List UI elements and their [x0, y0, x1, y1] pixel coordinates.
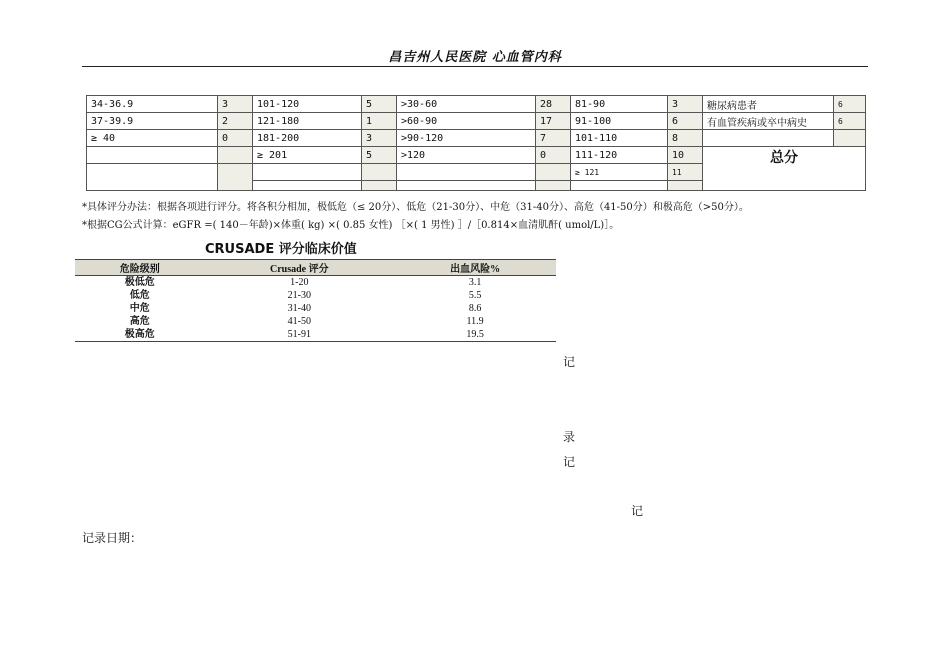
table-cell	[87, 164, 218, 191]
side-label: 记	[563, 455, 576, 469]
table-cell: 101-120	[253, 96, 362, 113]
table-cell: ≥ 40	[87, 130, 218, 147]
table-cell: 有血管疾病或卒中病史	[703, 113, 834, 130]
table-row	[75, 289, 556, 302]
table-cell: 3	[362, 130, 397, 147]
table-cell: 111-120	[571, 147, 668, 164]
table-cell: 5	[362, 96, 397, 113]
table-row	[75, 276, 556, 290]
formula-note: *根据CG公式计算：eGFR =( 140－年龄)×体重( kg) ×( 0.85 女性) ［×( 1 男性) ］/［0.814×血清肌酐( umol/L)］。	[82, 220, 620, 231]
table-cell: 121-180	[253, 113, 362, 130]
table-cell: 6	[834, 113, 866, 130]
crusade-score: 41-50	[287, 315, 311, 327]
table-cell: 10	[668, 147, 703, 164]
risk-level: 极低危	[124, 276, 155, 288]
table-row	[87, 96, 866, 113]
table-cell	[362, 164, 397, 181]
side-label: 记	[563, 355, 576, 369]
table-cell	[87, 147, 218, 164]
risk-level: 低危	[129, 289, 150, 301]
risk-level: 高危	[129, 315, 150, 327]
table-cell	[253, 164, 362, 181]
table-row	[75, 328, 556, 342]
table-cell	[703, 130, 834, 147]
table-cell: >60-90	[397, 113, 536, 130]
table-cell: 101-110	[571, 130, 668, 147]
scoring-note: *具体评分办法：根据各项进行评分。将各积分相加，极低危（≤ 20分）、低危（21-30分）、中危（31-40分）、高危（41-50分）和极高危（>50分）。	[82, 202, 749, 213]
crusade-score: 21-30	[287, 289, 311, 301]
table-cell	[536, 181, 571, 191]
table-cell: 17	[536, 113, 571, 130]
table-row	[87, 130, 866, 147]
side-label: 录	[563, 430, 576, 444]
table-cell: 6	[668, 113, 703, 130]
table-cell: 3	[668, 96, 703, 113]
side-label: 记	[631, 504, 644, 518]
table-cell	[253, 181, 362, 191]
table-cell: 7	[536, 130, 571, 147]
bleeding-risk: 3.1	[468, 276, 482, 288]
table-cell: 1	[362, 113, 397, 130]
table-cell	[362, 181, 397, 191]
column-header: Crusade 评分	[204, 260, 394, 276]
table-cell: ≥ 201	[253, 147, 362, 164]
table-cell: 2	[218, 113, 253, 130]
table-row	[87, 113, 866, 130]
risk-level: 极高危	[75, 328, 204, 342]
table-cell: 8	[668, 130, 703, 147]
crusade-table	[75, 259, 556, 342]
bleeding-risk: 11.9	[466, 315, 484, 327]
table-cell: 5	[362, 147, 397, 164]
bleeding-risk: 5.5	[468, 289, 482, 301]
score-table	[86, 95, 866, 191]
table-cell: 11	[668, 164, 703, 181]
table-cell	[397, 164, 536, 181]
total-score-label: 总分	[703, 147, 866, 191]
bleeding-risk: 19.5	[394, 328, 556, 342]
table-cell	[834, 130, 866, 147]
table-cell: 37-39.9	[87, 113, 218, 130]
risk-level: 中危	[129, 302, 150, 314]
table-cell: 0	[536, 147, 571, 164]
table-cell: 3	[218, 96, 253, 113]
table-cell: >120	[397, 147, 536, 164]
table-cell: 28	[536, 96, 571, 113]
table-cell	[668, 181, 703, 191]
table-row	[87, 147, 866, 164]
bleeding-risk: 8.6	[468, 302, 482, 314]
table-row	[75, 315, 556, 328]
table-cell: 糖尿病患者	[703, 96, 834, 113]
table-header-row	[75, 260, 556, 276]
table-cell: ≥ 121	[571, 164, 668, 181]
table-cell: >90-120	[397, 130, 536, 147]
table-cell	[397, 181, 536, 191]
table-cell: 0	[218, 130, 253, 147]
table-cell: 91-100	[571, 113, 668, 130]
column-header: 出血风险%	[394, 260, 556, 276]
table-cell	[536, 164, 571, 181]
crusade-title: CRUSADE 评分临床价值	[205, 242, 357, 257]
column-header: 危险级别	[75, 260, 204, 276]
crusade-score: 51-91	[204, 328, 394, 342]
crusade-score: 31-40	[287, 302, 311, 314]
header-divider	[82, 66, 868, 67]
table-cell	[571, 181, 668, 191]
record-date-label: 记录日期：	[82, 531, 143, 545]
crusade-score: 1-20	[290, 276, 309, 288]
table-row	[75, 302, 556, 315]
table-cell: 6	[834, 96, 866, 113]
table-cell: 81-90	[571, 96, 668, 113]
table-cell	[218, 147, 253, 164]
table-cell: 34-36.9	[87, 96, 218, 113]
page-header-title: 昌吉州人民医院 心血管内科	[388, 50, 562, 65]
table-cell	[218, 164, 253, 191]
table-cell: 181-200	[253, 130, 362, 147]
table-cell: >30-60	[397, 96, 536, 113]
